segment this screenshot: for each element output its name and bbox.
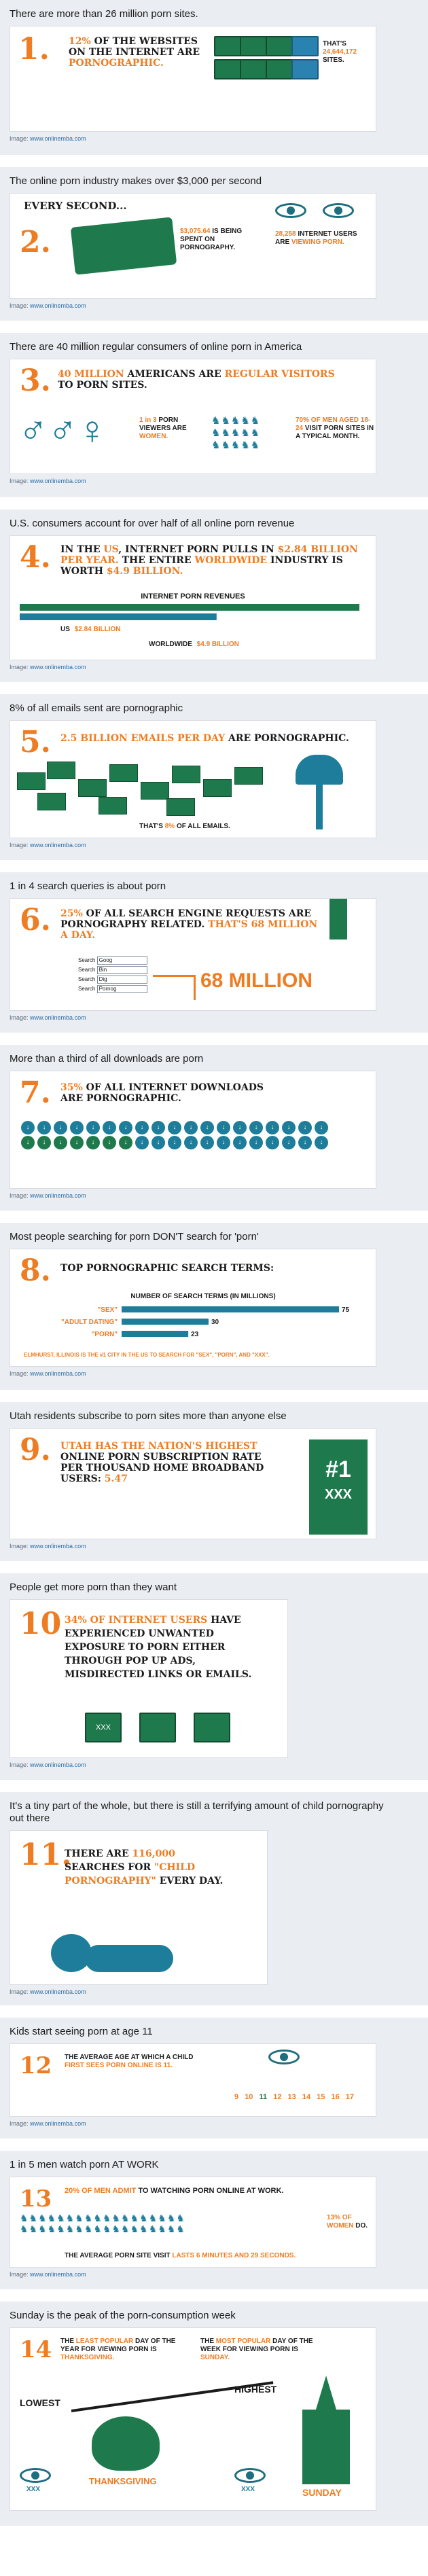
xxx-label: XXX [324, 1487, 353, 1502]
fact-text: 20% OF MEN ADMIT TO WATCHING PORN ONLINE AT WORK. [65, 2187, 284, 2195]
fact-card [10, 1428, 376, 1539]
rank-label: #1 [325, 1456, 351, 1482]
monitor-icon [240, 59, 267, 79]
bar-label: "ADULT DATING" [61, 1319, 118, 1326]
credit-link[interactable]: www.onlinemba.com [30, 1543, 86, 1550]
fact-card [10, 193, 376, 299]
fact-number: 14 [20, 2336, 52, 2363]
lowest-label: LOWEST [20, 2397, 60, 2408]
fact-number: 5. [20, 725, 51, 759]
image-credit: Image: www.onlinemba.com [10, 2120, 86, 2127]
fact-number: 8. [20, 1253, 51, 1288]
image-credit: Image: www.onlinemba.com [10, 135, 86, 142]
fact-card [10, 1599, 288, 1758]
section-title: U.S. consumers account for over half of all online porn revenue [10, 518, 295, 529]
monitor-icon [291, 59, 319, 79]
credit-link[interactable]: www.onlinemba.com [30, 1988, 86, 1995]
section-title: Kids start seeing porn at age 11 [10, 2026, 153, 2037]
section-1 [0, 0, 428, 155]
fact-text: 35% OF ALL INTERNET DOWNLOADS ARE PORNOGRAPHIC. [60, 1082, 264, 1104]
people-icons: ♞♞♞♞♞ ♞♞♞♞♞ ♞♞♞♞♞ [211, 415, 261, 451]
fact-number: 7. [20, 1075, 51, 1110]
fact-number: 3. [20, 363, 51, 398]
thanksgiving-label: THANKSGIVING [89, 2476, 157, 2486]
fact-number: 11. [20, 1838, 72, 1872]
fact-card [10, 720, 376, 838]
fact-text: IN THE US, INTERNET PORN PULLS IN $2.84 BILLION PER YEAR. THE ENTIRE WORLDWIDE INDUSTRY IS WORTH $4.9 BILLION. [60, 544, 358, 577]
credit-link[interactable]: www.onlinemba.com [30, 2120, 86, 2127]
credit-link[interactable]: www.onlinemba.com [30, 1370, 86, 1377]
viewers-text: 28,258 INTERNET USERS ARE VIEWING PORN. [275, 230, 357, 246]
crawling-baby-icon [51, 1920, 187, 1982]
fact-card [10, 2043, 376, 2117]
fact-text: UTAH HAS THE NATION'S HIGHEST ONLINE PORN SUBSCRIPTION RATE PER THOUSAND HOME BROADBAND USERS: 5.47 [60, 1441, 264, 1484]
fact-number: 2. [20, 225, 51, 260]
section-11 [0, 1792, 428, 2005]
highest-label: HIGHEST [234, 2384, 277, 2395]
email-share-text: THAT'S 8% OF ALL EMAILS. [139, 823, 230, 830]
ww-bar [20, 604, 359, 611]
chart-title: NUMBER OF SEARCH TERMS (IN MILLIONS) [130, 1293, 276, 1300]
fact-text: 40 MILLION AMERICANS ARE REGULAR VISITORS TO PORN SITES. [58, 369, 335, 391]
popup-monitors-icon [85, 1713, 248, 1753]
sites-count: THAT'S 24,644,172 SITES. [323, 40, 357, 64]
amount-text: $3,075.64 IS BEING SPENT ON PORNOGRAPHY. [180, 228, 243, 251]
fact-text: 2.5 BILLION EMAILS PER DAY ARE PORNOGRAPHIC. [60, 733, 349, 744]
bar [122, 1319, 209, 1325]
church-icon [296, 2376, 357, 2484]
us-label: US $2.84 BILLION [60, 626, 121, 633]
fact-number: 6. [20, 903, 51, 937]
fact-text: 12% OF THE WEBSITES ON THE INTERNET ARE PORNOGRAPHIC. [69, 36, 200, 69]
section-title: Utah residents subscribe to porn sites more than anyone else [10, 1410, 287, 1422]
image-credit: Image: www.onlinemba.com [10, 1014, 86, 1021]
monitor-icon [266, 59, 293, 79]
fact-text: 34% OF INTERNET USERS HAVE EXPERIENCED UNWANTED EXPOSURE TO PORN EITHER THROUGH POP UP ADS, MISDIRECTED LINKS OR EMAILS. [65, 1615, 252, 1680]
utah-sign-icon [309, 1439, 368, 1535]
section-title: 1 in 5 men watch porn AT WORK [10, 2159, 159, 2170]
search-boxes: Search Goog Search Bin Search Dig Search Pornog [78, 956, 147, 994]
section-title: The online porn industry makes over $3,000 per second [10, 175, 262, 187]
revenue-chart [20, 590, 366, 656]
bar-value: 30 [211, 1319, 219, 1326]
section-10 [0, 1573, 428, 1780]
image-credit: Image: www.onlinemba.com [10, 1370, 86, 1377]
bracket-line [153, 975, 196, 1000]
section-12 [0, 2018, 428, 2139]
fact-number: 10 [20, 1607, 62, 1641]
bar [122, 1306, 339, 1312]
credit-link[interactable]: www.onlinemba.com [30, 1014, 86, 1021]
monitor-icons [214, 36, 316, 84]
mailbox-icon [296, 755, 350, 829]
section-4 [0, 509, 428, 682]
fact-card [10, 898, 376, 1011]
image-credit: Image: www.onlinemba.com [10, 842, 86, 848]
section-title: Sunday is the peak of the porn-consumption week [10, 2310, 236, 2321]
image-credit: Image: www.onlinemba.com [10, 1761, 86, 1768]
credit-link[interactable]: www.onlinemba.com [30, 135, 86, 142]
section-title: People get more porn than they want [10, 1581, 177, 1593]
fact-card [10, 26, 376, 132]
city-note: ELMHURST, ILLINOIS IS THE #1 CITY IN THE US TO SEARCH FOR "SEX", "PORN", AND "XXX". [24, 1352, 270, 1358]
search-input[interactable]: Pornog [97, 985, 147, 993]
ww-label: WORLDWIDE $4.9 BILLION [149, 641, 239, 648]
search-input[interactable]: Goog [97, 956, 147, 965]
image-credit: Image: www.onlinemba.com [10, 478, 86, 484]
section-title: It's a tiny part of the whole, but there is still a terrifying amount of child pornography out there [10, 1800, 384, 1824]
xxx-label: XXX [241, 2486, 255, 2493]
image-credit: Image: www.onlinemba.com [10, 302, 86, 309]
section-5 [0, 694, 428, 860]
fact-card [10, 1249, 376, 1367]
eye-icon [234, 2468, 266, 2483]
bookmark-icon [329, 899, 347, 940]
women-text: 13% OF WOMEN DO. [327, 2214, 368, 2230]
download-icons: ↓ ↓ ↓ ↓ ↓ ↓ ↓ ↓ ↓ ↓ ↓ ↓ ↓ ↓ ↓ ↓ ↓ ↓ ↓ ↓ ↓ ↓ ↓ ↓ ↓ ↓ ↓ ↓ ↓ ↓ ↓ ↓ ↓ ↓ ↓ ↓ ↓ ↓ [20, 1120, 373, 1150]
section-9 [0, 1402, 428, 1561]
section-title: 1 in 4 search queries is about porn [10, 880, 166, 892]
eye-icon [323, 203, 354, 218]
age-scale: 9 10 11 12 13 14 15 16 17 [234, 2093, 355, 2101]
section-title: Most people searching for porn DON'T search for 'porn' [10, 1231, 259, 1242]
search-input[interactable]: Bin [97, 966, 147, 974]
credit-link[interactable]: www.onlinemba.com [30, 842, 86, 848]
section-6 [0, 872, 428, 1033]
fact-card [10, 2177, 376, 2268]
thanksgiving-text: THE LEAST POPULAR DAY OF THE YEAR FOR VIEWING PORN IS THANKSGIVING. [60, 2338, 176, 2361]
fact-number: 13 [20, 2185, 52, 2213]
section-3 [0, 333, 428, 497]
credit-link[interactable]: www.onlinemba.com [30, 1761, 86, 1768]
fact-number: 1. [18, 32, 50, 67]
fact-text: THERE ARE 116,000 SEARCHES FOR "CHILD PORNOGRAPHY" EVERY DAY. [65, 1848, 224, 1886]
section-title: 8% of all emails sent are pornographic [10, 702, 183, 714]
bar-label: "SEX" [97, 1306, 118, 1314]
monitor-icon [266, 36, 293, 56]
monitor-icon: XXX [85, 1713, 122, 1742]
monitor-icon [291, 36, 319, 56]
sunday-label: SUNDAY [302, 2487, 342, 2498]
section-7 [0, 1045, 428, 1211]
credit-link[interactable]: www.onlinemba.com [30, 1192, 86, 1199]
money-icon [71, 217, 177, 274]
turkey-icon [92, 2416, 160, 2471]
credit-link[interactable]: www.onlinemba.com [30, 478, 86, 484]
visit-duration-text: THE AVERAGE PORN SITE VISIT LASTS 6 MINUTES AND 29 SECONDS. [65, 2252, 296, 2259]
fact-number: 4. [20, 540, 51, 575]
bar-label: "PORN" [91, 1331, 118, 1338]
section-14 [0, 2302, 428, 2526]
monitor-icon [194, 1713, 230, 1742]
credit-link[interactable]: www.onlinemba.com [30, 302, 86, 309]
fact-number: 9. [20, 1433, 51, 1467]
email-envelopes-icon [17, 759, 282, 813]
fact-card [10, 2327, 376, 2511]
image-credit: Image: www.onlinemba.com [10, 664, 86, 670]
section-title: There are more than 26 million porn sites. [10, 8, 198, 20]
fact-card [10, 359, 376, 474]
image-credit: Image: www.onlinemba.com [10, 1543, 86, 1550]
section-title: More than a third of all downloads are porn [10, 1053, 204, 1065]
image-credit: Image: www.onlinemba.com [10, 1192, 86, 1199]
section-8 [0, 1223, 428, 1390]
chart-title: INTERNET PORN REVENUES [141, 592, 245, 601]
monitor-icon [214, 59, 241, 79]
bar [122, 1331, 188, 1337]
big-number: 68 MILLION [200, 969, 313, 992]
credit-link[interactable]: www.onlinemba.com [30, 664, 86, 670]
image-credit: Image: www.onlinemba.com [10, 2271, 86, 2278]
fact-card [10, 535, 376, 660]
section-13 [0, 2151, 428, 2289]
fact-text: THE AVERAGE AGE AT WHICH A CHILD FIRST SEES PORN ONLINE IS 11. [65, 2054, 194, 2069]
eye-icon [275, 203, 306, 218]
section-title: There are 40 million regular consumers of online porn in America [10, 341, 302, 353]
fact-card [10, 1830, 268, 1985]
credit-link[interactable]: www.onlinemba.com [30, 2271, 86, 2278]
search-input[interactable]: Dig [97, 976, 147, 984]
men-visit-text: 70% OF MEN AGED 18-24 VISIT PORN SITES IN A TYPICAL MONTH. [296, 416, 374, 440]
fact-number: 12 [20, 2052, 52, 2079]
bar-value: 75 [342, 1306, 350, 1314]
us-bar [20, 613, 217, 620]
monitor-icon [139, 1713, 176, 1742]
sunday-text: THE MOST POPULAR DAY OF THE WEEK FOR VIEWING PORN IS SUNDAY. [200, 2338, 313, 2361]
xxx-label: XXX [26, 2486, 41, 2493]
bar-value: 23 [191, 1331, 199, 1338]
monitor-icon [240, 36, 267, 56]
eye-icon [20, 2468, 51, 2483]
section-2 [0, 167, 428, 321]
chart-heading: TOP PORNOGRAPHIC SEARCH TERMS: [60, 1263, 274, 1274]
women-viewers-text: 1 in 3 PORN VIEWERS ARE WOMEN. [139, 416, 187, 440]
image-credit: Image: www.onlinemba.com [10, 1988, 86, 1995]
gender-symbols-icon: ♂♂♀ [18, 408, 107, 452]
monitor-icon [214, 36, 241, 56]
men-icons: ♞♞♞♞♞♞♞♞♞♞♞♞♞♞♞♞♞♞ ♞♞♞♞♞♞♞♞♞♞♞♞♞♞♞♞♞♞ [20, 2213, 185, 2234]
eye-icon [268, 2050, 300, 2064]
every-second-text: EVERY SECOND... [24, 200, 127, 212]
fact-text: 25% OF ALL SEARCH ENGINE REQUESTS ARE PORNOGRAPHY RELATED. THAT'S 68 MILLION A DAY. [60, 908, 318, 941]
fact-card [10, 1071, 376, 1189]
